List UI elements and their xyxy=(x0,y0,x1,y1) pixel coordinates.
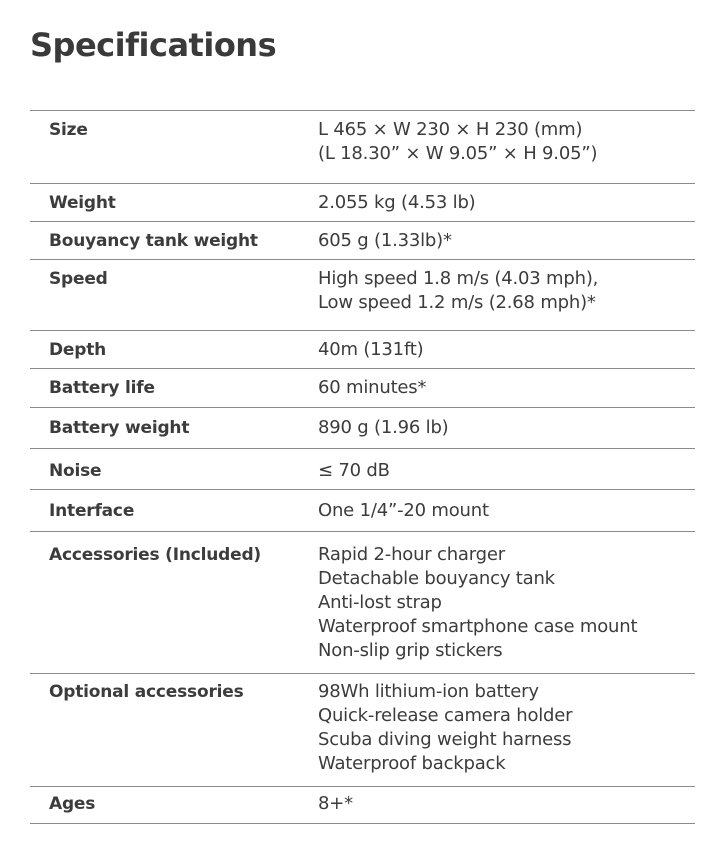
spec-value: 605 g (1.33lb)* xyxy=(318,230,452,251)
spec-value: Quick-release camera holder xyxy=(318,705,573,726)
spec-row-noise xyxy=(30,449,695,490)
spec-value: Waterproof smartphone case mount xyxy=(318,616,638,637)
spec-value: High speed 1.8 m/s (4.03 mph), xyxy=(318,268,599,289)
spec-value: ≤ 70 dB xyxy=(318,460,390,481)
spec-label: Depth xyxy=(49,340,107,360)
spec-label: Noise xyxy=(49,461,102,481)
spec-value: 2.055 kg (4.53 lb) xyxy=(318,192,476,213)
spec-value: 890 g (1.96 lb) xyxy=(318,417,449,438)
spec-row-accessories-included xyxy=(30,532,695,674)
spec-label: Battery life xyxy=(49,378,155,398)
spec-row-battery-life xyxy=(30,369,695,408)
spec-label: Size xyxy=(49,120,88,140)
spec-label: Optional accessories xyxy=(49,682,244,702)
spec-row-depth xyxy=(30,331,695,369)
spec-row-speed xyxy=(30,260,695,331)
spec-value: L 465 × W 230 × H 230 (mm) xyxy=(318,119,583,140)
spec-value: (L 18.30” × W 9.05” × H 9.05”) xyxy=(318,143,598,164)
spec-row-weight xyxy=(30,184,695,222)
spec-table xyxy=(30,110,695,824)
spec-value: Scuba diving weight harness xyxy=(318,729,572,750)
spec-row-size xyxy=(30,111,695,184)
spec-value: 60 minutes* xyxy=(318,377,427,398)
spec-label: Interface xyxy=(49,501,135,521)
spec-row-ages xyxy=(30,787,695,824)
spec-row-interface xyxy=(30,490,695,532)
spec-value: 98Wh lithium-ion battery xyxy=(318,681,539,702)
spec-label: Bouyancy tank weight xyxy=(49,231,258,251)
spec-label: Weight xyxy=(49,193,116,213)
spec-value: Waterproof backpack xyxy=(318,753,506,774)
spec-value: Rapid 2-hour charger xyxy=(318,544,505,565)
spec-label: Accessories (Included) xyxy=(49,545,261,565)
spec-value: Anti-lost strap xyxy=(318,592,442,613)
spec-value: 40m (131ft) xyxy=(318,339,424,360)
spec-value: Non-slip grip stickers xyxy=(318,640,503,661)
spec-label: Speed xyxy=(49,269,108,289)
spec-row-battery-weight xyxy=(30,408,695,449)
page-title: Specifications xyxy=(30,26,277,64)
spec-label: Ages xyxy=(49,794,96,814)
spec-row-optional-accessories xyxy=(30,674,695,787)
spec-value: 8+* xyxy=(318,793,353,814)
spec-row-bouyancy-tank-weight xyxy=(30,222,695,260)
spec-label: Battery weight xyxy=(49,418,190,438)
spec-value: One 1/4”-20 mount xyxy=(318,500,489,521)
spec-value: Detachable bouyancy tank xyxy=(318,568,555,589)
spec-value: Low speed 1.2 m/s (2.68 mph)* xyxy=(318,292,596,313)
